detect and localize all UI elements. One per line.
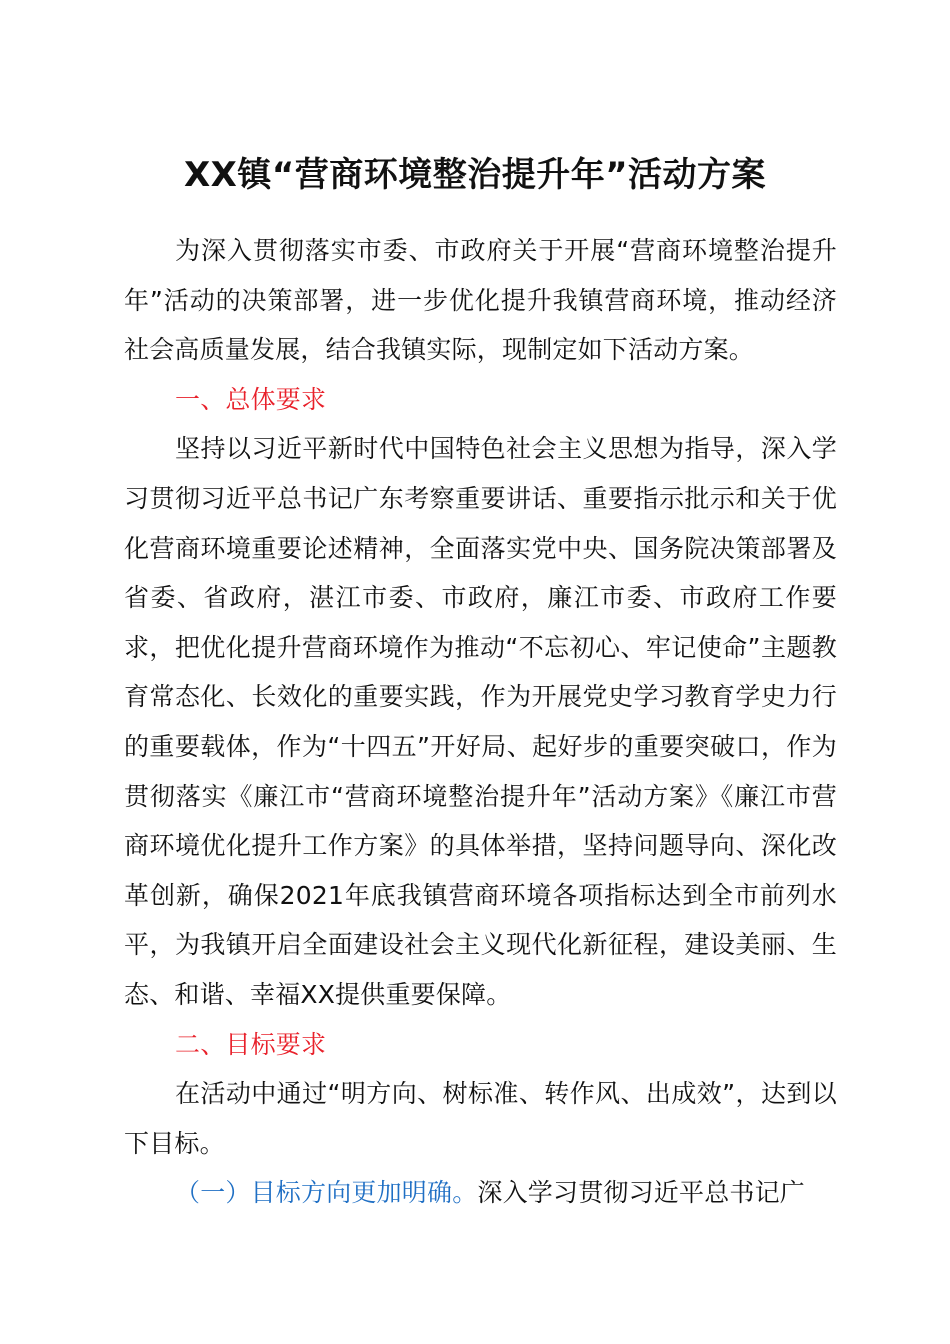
goal-requirements-paragraph: 在活动中通过“明方向、树标准、转作风、出成效”，达到以下目标。 [124, 1079, 837, 1158]
document-title: XX镇“营商环境整治提升年”活动方案 [183, 155, 767, 195]
subsection-paragraph-goal-direction [124, 1168, 837, 1218]
document-body [124, 226, 837, 1218]
intro-paragraph: 为深入贯彻落实市委、市政府关于开展“营商环境整治提升年”活动的决策部署，进一步优化提升我镇营商环境，推动经济社会高质量发展，结合我镇实际，现制定如下活动方案。 [124, 236, 837, 365]
section-heading-overall-requirements: 一、总体要求 [175, 384, 327, 414]
subsection-text-goal-direction: 深入学习贯彻习近平总书记广 [477, 1178, 806, 1208]
subsection-heading-goal-direction: （一）目标方向更加明确。 [175, 1178, 478, 1208]
section-heading-goal-requirements: 二、目标要求 [175, 1029, 327, 1059]
overall-requirements-paragraph: 坚持以习近平新时代中国特色社会主义思想为指导，深入学习贯彻习近平总书记广东考察重要讲话、重要指示批示和关于优化营商环境重要论述精神，全面落实党中央、国务院决策部署及省委、省政府，湛江市委、市政府，廉江市委、市政府工作要求，把优化提升营商环境作为推动“不忘初心、牢记使命”主题教育常态化、长效化的重要实践，作为开展党史学习教育学史力行的重要载体，作为“十四五”开好局、起好步的重要突破口，作为贯彻落实《廉江市“营商环境整治提升年”活动方案》《廉江市营商环境优化提升工作方案》的具体举措，坚持问题导向、深化改革创新，确保2021年底我镇营商环境各项指标达到全市前列水平，为我镇开启全面建设社会主义现代化新征程，建设美丽、生态、和谐、幸福XX提供重要保障。 [124, 434, 837, 1009]
